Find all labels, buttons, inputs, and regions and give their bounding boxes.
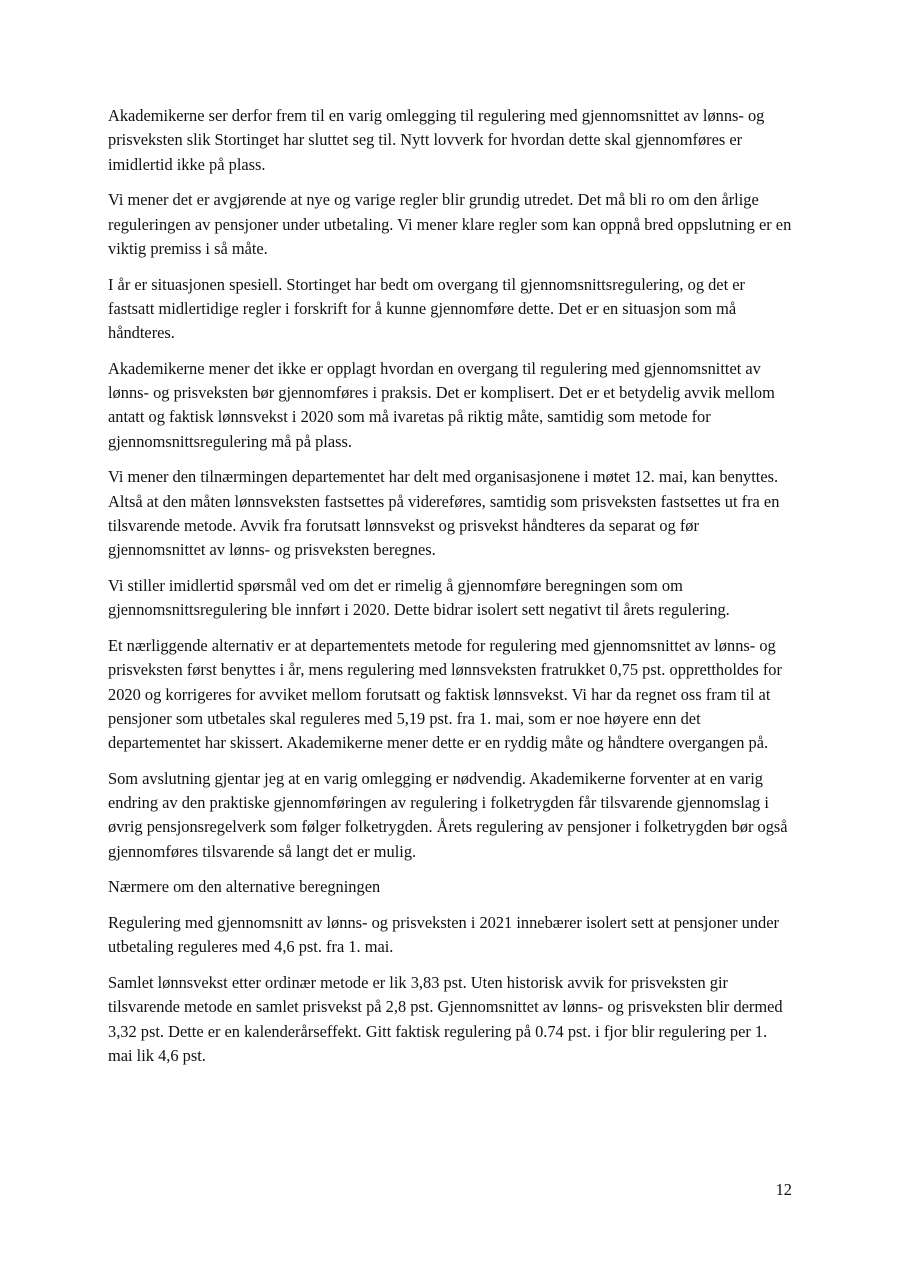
paragraph-1: Akademikerne ser derfor frem til en varig omlegging til regulering med gjennomsnittet av lønns- og prisveksten slik Stortinget har sluttet seg til. Nytt lovverk for hvordan dette skal gjennomføres er imidlertid ikke på plass. — [108, 106, 765, 174]
paragraph-4: Akademikerne mener det ikke er opplagt hvordan en overgang til regulering med gjennomsnittet av lønns- og prisveksten bør gjennomføres i praksis. Det er komplisert. Det er et betydelig avvik mellom antatt og faktisk lønnsvekst i 2020 som må ivaretas på riktig måte, samtidig som metode for gjennomsnittsregulering må på plass. — [108, 358, 775, 451]
paragraph-10: Samlet lønnsvekst etter ordinær metode er lik 3,83 pst. Uten historisk avvik for prisveksten gir tilsvarende metode en samlet prisvekst på 2,8 pst. Gjennomsnittet av lønns- og prisveksten blir dermed 3,32 pst. Dette er en kalenderårseffekt. Gitt faktisk regulering på 0.74 pst. i fjor blir regulering per 1. mai lik 4,6 pst. — [108, 973, 783, 1065]
paragraph-3: I år er situasjonen spesiell. Stortinget har bedt om overgang til gjennomsnittsregulering, og det er fastsatt midlertidige regler i forskrift for å kunne gjennomføre dette. Det er en situasjon som må håndteres. — [108, 274, 745, 343]
paragraph-8: Som avslutning gjentar jeg at en varig omlegging er nødvendig. Akademikerne forventer at en varig endring av den praktiske gjennomføringen av regulering i folketrygden får tilsvarende gjennomslag i øvrig pensjonsregelverk som følger folketrygden. Årets regulering av pensjoner i folketrygden bør også gjennomføres tilsvarende så langt det er mulig. — [108, 768, 788, 861]
paragraph-2: Vi mener det er avgjørende at nye og varige regler blir grundig utredet. Det må bli ro om den årlige reguleringen av pensjoner under utbetaling. Vi mener klare regler som kan oppnå bred oppslutning er en viktig premiss i så måte. — [108, 190, 792, 258]
document-body — [108, 104, 794, 1080]
paragraph-5: Vi mener den tilnærmingen departementet har delt med organisasjonene i møtet 12. mai, kan benyttes. Altså at den måten lønnsveksten fastsettes på videreføres, samtidig som prisveksten fastsettes ut fra en tilsvarende metode. Avvik fra forutsatt lønnsvekst og prisvekst håndteres da separat og før gjennomsnittet av lønns- og prisveksten beregnes. — [108, 467, 780, 560]
section-heading: Nærmere om den alternative beregningen — [108, 877, 381, 897]
paragraph-9: Regulering med gjennomsnitt av lønns- og prisveksten i 2021 innebærer isolert sett at pensjoner under utbetaling reguleres med 4,6 pst. fra 1. mai. — [108, 913, 779, 957]
paragraph-7: Et nærliggende alternativ er at departementets metode for regulering med gjennomsnittet av lønns- og prisveksten først benyttes i år, mens regulering med lønnsveksten fratrukket 0,75 pst. opprettholdes for 2020 og korrigeres for avviket mellom forutsatt og faktisk lønnsvekst. Vi har da regnet oss fram til at pensjoner som utbetales skal reguleres med 5,19 pst. fra 1. mai, som er noe høyere enn det departementet har skissert. Akademikerne mener dette er en ryddig måte og håndtere overgangen på. — [108, 635, 782, 753]
page-number: 12 — [775, 1180, 792, 1199]
paragraph-6: Vi stiller imidlertid spørsmål ved om det er rimelig å gjennomføre beregningen som om gjennomsnittsregulering ble innført i 2020. Dette bidrar isolert sett negativt til årets regulering. — [108, 576, 730, 620]
